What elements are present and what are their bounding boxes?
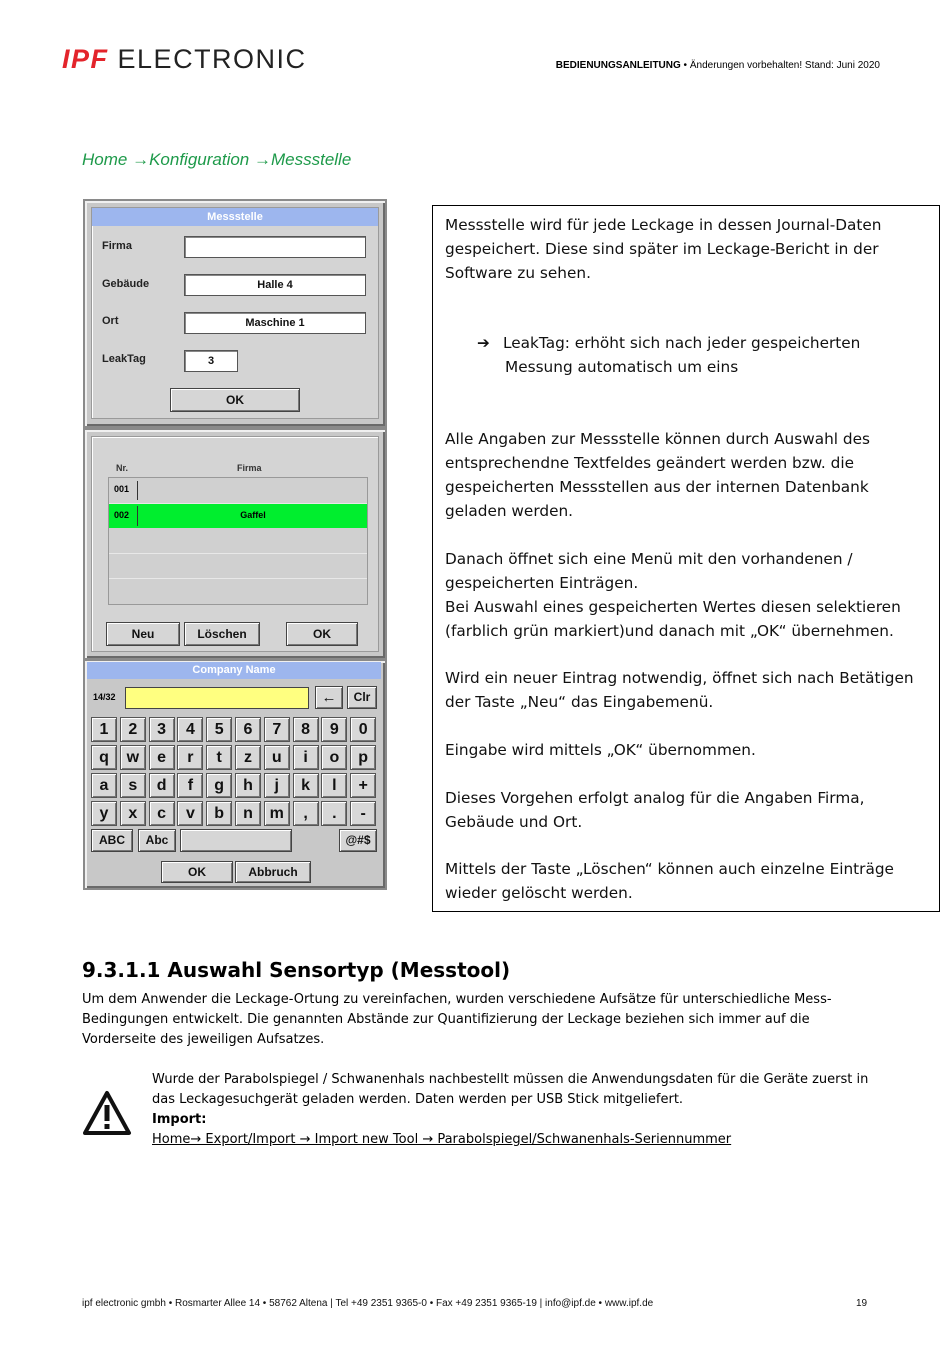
logo-mark: IPF [62, 44, 109, 74]
key-0[interactable]: 0 [350, 717, 376, 742]
char-counter: 14/32 [93, 692, 116, 702]
key-v[interactable]: v [177, 801, 203, 826]
key-a[interactable]: a [91, 773, 117, 798]
clear-button[interactable]: Clr [347, 686, 377, 709]
key-j[interactable]: j [264, 773, 290, 798]
paragraph-analog: Dieses Vorgehen erfolgt analog für die Angaben Firma, Gebäude und Ort. [445, 789, 865, 831]
messstelle-ok-button[interactable]: OK [170, 388, 300, 412]
empty-row [109, 553, 367, 579]
arrow-icon: ➔ [477, 334, 490, 352]
paragraph-select-ok: Bei Auswahl eines gespeicherten Wertes diesen selektieren (farblich grün markiert)und danach mit „OK“ übernehmen. [445, 598, 901, 640]
gebaeude-field[interactable]: Halle 4 [184, 274, 366, 296]
doc-type: BEDIENUNGSANLEITUNG [555, 60, 681, 71]
key-r[interactable]: r [177, 745, 203, 770]
leaktag-label: LeakTag [102, 353, 146, 365]
new-button[interactable]: Neu [106, 622, 180, 646]
key-p[interactable]: p [350, 745, 376, 770]
key-h[interactable]: h [235, 773, 261, 798]
key-minus[interactable]: - [350, 801, 376, 826]
table-row[interactable] [109, 478, 367, 504]
backspace-button[interactable]: ← [315, 686, 343, 709]
keyboard-ok-button[interactable]: OK [161, 861, 233, 883]
key-comma[interactable]: , [293, 801, 319, 826]
table-row-selected[interactable] [109, 504, 367, 528]
list-header-nr: Nr. [116, 463, 129, 473]
key-m[interactable]: m [264, 801, 290, 826]
key-6[interactable]: 6 [235, 717, 261, 742]
empty-row [109, 528, 367, 554]
key-s[interactable]: s [120, 773, 146, 798]
keyboard-panel [83, 659, 387, 890]
firma-field[interactable] [184, 236, 366, 258]
row-divider [137, 506, 138, 526]
section-heading: 9.3.1.1 Auswahl Sensortyp (Messtool) [82, 958, 511, 982]
key-8[interactable]: 8 [293, 717, 319, 742]
warning-icon [82, 1090, 132, 1136]
key-z[interactable]: z [235, 745, 261, 770]
leaktag-field[interactable]: 3 [184, 350, 238, 372]
list-ok-button[interactable]: OK [286, 622, 358, 646]
paragraph-menu: Danach öffnet sich eine Menü mit den vorhandenen / gespeicherten Einträgen. [445, 550, 853, 592]
key-4[interactable]: 4 [177, 717, 203, 742]
lowercase-button[interactable]: Abc [138, 829, 176, 852]
key-7[interactable]: 7 [264, 717, 290, 742]
ort-label: Ort [102, 315, 119, 327]
key-5[interactable]: 5 [206, 717, 232, 742]
footer-contact: ipf electronic gmbh • Rosmarter Allee 14 • 58762 Altena | Tel +49 2351 9365-0 • Fax +49 2351 9365-19 | info@ipf.de • www.ipf.de [82, 1298, 654, 1309]
paragraph-new: Wird ein neuer Eintrag notwendig, öffnet sich nach Betätigen der Taste „Neu“ das Eingabemenü. [445, 669, 914, 711]
space-key[interactable] [180, 829, 292, 852]
key-1[interactable]: 1 [91, 717, 117, 742]
warning-text-block [152, 1070, 892, 1150]
explanation-box [432, 205, 940, 912]
key-y[interactable]: y [91, 801, 117, 826]
keyboard-title: Company Name [87, 662, 381, 679]
paragraph-leaktag-1: LeakTag: erhöht sich nach jeder gespeicherten [503, 334, 861, 352]
list-table [108, 477, 368, 605]
paragraph-delete: Mittels der Taste „Löschen“ können auch einzelne Einträge wieder gelöscht werden. [445, 860, 894, 902]
company-name-input[interactable] [125, 687, 309, 709]
key-b[interactable]: b [206, 801, 232, 826]
paragraph-selection: Alle Angaben zur Messstelle können durch Auswahl des entsprechendne Textfeldes geändert werden bzw. die gespeicherten Messstellen aus der internen Datenbank geladen werden. [445, 430, 871, 520]
symbols-button[interactable]: @#$ [339, 829, 377, 852]
key-l[interactable]: l [321, 773, 347, 798]
key-e[interactable]: e [149, 745, 175, 770]
key-9[interactable]: 9 [321, 717, 347, 742]
keyboard-row-1 [91, 717, 376, 742]
messstelle-list-panel [83, 428, 387, 660]
key-u[interactable]: u [264, 745, 290, 770]
messstelle-title: Messstelle [92, 208, 378, 226]
key-x[interactable]: x [120, 801, 146, 826]
uppercase-button[interactable]: ABC [91, 829, 133, 852]
cancel-button[interactable]: Abbruch [235, 861, 311, 883]
row-firma: Gaffel [240, 510, 266, 520]
messstelle-panel-inner [91, 207, 379, 419]
import-label: Import: [152, 1112, 207, 1127]
key-c[interactable]: c [149, 801, 175, 826]
import-path: Home→ Export/Import → Import new Tool → Parabolspiegel/Schwanenhals-Seriennummer [152, 1132, 732, 1147]
key-f[interactable]: f [177, 773, 203, 798]
keyboard-row-3 [91, 773, 376, 798]
key-n[interactable]: n [235, 801, 261, 826]
key-g[interactable]: g [206, 773, 232, 798]
key-o[interactable]: o [321, 745, 347, 770]
ort-field[interactable]: Maschine 1 [184, 312, 366, 334]
key-d[interactable]: d [149, 773, 175, 798]
key-t[interactable]: t [206, 745, 232, 770]
company-logo [62, 44, 307, 75]
delete-button[interactable]: Löschen [184, 622, 260, 646]
list-panel-inner [91, 436, 379, 652]
key-period[interactable]: . [321, 801, 347, 826]
breadcrumb: Home →Konfiguration →Messstelle [82, 150, 352, 169]
key-q[interactable]: q [91, 745, 117, 770]
key-3[interactable]: 3 [149, 717, 175, 742]
key-i[interactable]: i [293, 745, 319, 770]
paragraph-leaktag-2: Messung automatisch um eins [505, 358, 739, 376]
key-w[interactable]: w [120, 745, 146, 770]
list-header-firma: Firma [237, 463, 262, 473]
firma-label: Firma [102, 240, 132, 252]
key-k[interactable]: k [293, 773, 319, 798]
row-nr: 002 [114, 510, 130, 520]
page-number: 19 [856, 1298, 868, 1309]
keyboard-row-2 [91, 745, 376, 770]
messstelle-panel [83, 199, 387, 428]
paragraph-journal: Messstelle wird für jede Leckage in dessen Journal-Daten gespeichert. Diese sind später im Leckage-Bericht in der Software zu sehen. [445, 216, 882, 282]
document-header [556, 60, 880, 71]
paragraph-input: Eingabe wird mittels „OK“ übernommen. [445, 741, 756, 759]
section-body: Um dem Anwender die Leckage-Ortung zu vereinfachen, wurden verschiedene Aufsätze für unterschiedliche Mess-Bedingungen entwickelt. Die genannten Abstände zur Quantifizierung der Leckage beziehen sich immer auf die Vorderseite des jeweiligen Aufsatzes. [82, 992, 832, 1047]
keyboard-row-4 [91, 801, 376, 826]
key-2[interactable]: 2 [120, 717, 146, 742]
warning-text: Wurde der Parabolspiegel / Schwanenhals nachbestellt müssen die Anwendungsdaten für die Geräte zuerst in das Leckagesuchgerät geladen werden. Daten werden per USB Stick mitgeliefert. [152, 1072, 869, 1107]
key-plus[interactable]: + [350, 773, 376, 798]
logo-text: ELECTRONIC [117, 44, 307, 74]
gebaeude-label: Gebäude [102, 278, 150, 290]
row-nr: 001 [114, 484, 130, 494]
row-divider [137, 481, 138, 500]
doc-notice: • Änderungen vorbehalten! Stand: Juni 2020 [680, 60, 880, 71]
